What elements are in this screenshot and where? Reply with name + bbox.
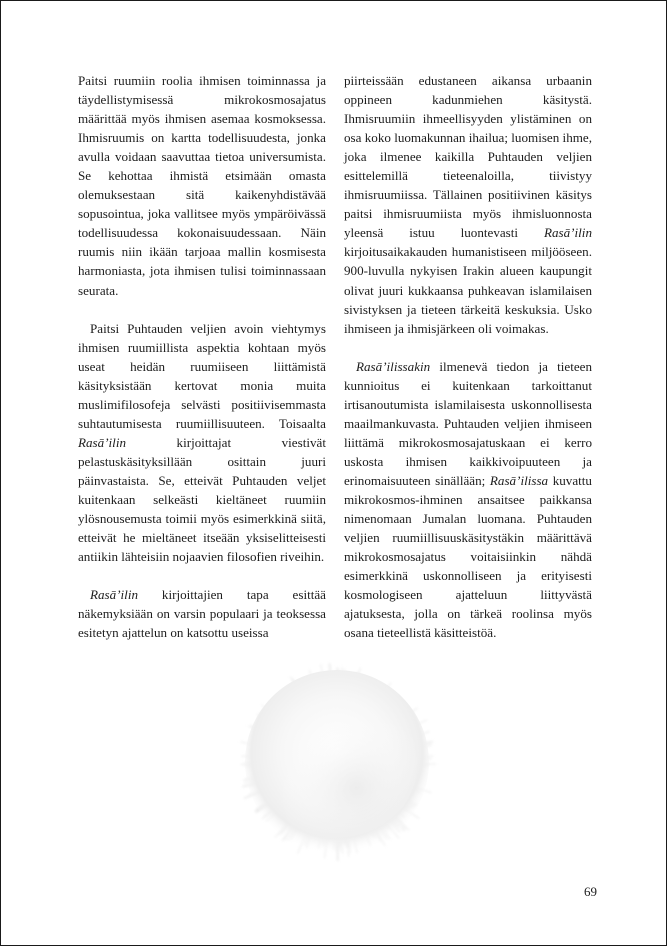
right-p1-tail: kirjoitusaikakauden humanistiseen miljööseen. 900-luvulla nykyisen Irakin alueen kaupungit olivat juuri kukkaansa puhkeavan islamilaisen sivistyksen ja tieteen tärkeitä keskuksia. Usko ihmiseen ja ihmisjärkeen oli voimakas. (344, 244, 592, 336)
right-p2-italic2: Rasā’ilissa (489, 472, 549, 488)
left-p3-tail: kirjoittajien tapa esittää näkemyksiään on varsin populaari ja teoksessa esitetyn ajattelun on katsottu useissa (78, 587, 326, 641)
right-paragraph-1 (344, 71, 592, 338)
left-paragraph-1 (78, 71, 326, 300)
page-number: 69 (584, 884, 597, 899)
right-p2-mid: ilmenevä tiedon ja tieteen kunnioitus ei kuitenkaan tarkoittanut irtisanoutumista islamilaisesta uskonnollisesta maailmankuvasta. Puhtauden veljien ihmiseen liittämä mikrokosmosajatuskaan ei kerro uskosta ihmisen kaikkivoipuuteen ja erinomaisuuteen sinällään; (344, 358, 592, 488)
right-p1-lead: piirteissään edustaneen aikansa urbaanin oppineen kadunmiehen käsitystä. Ihmisruumiin ihmeellisyyden ylistäminen on osa koko luomakunnan ihailua; luomisen ihme, joka ilmenee kaikilla Puhtauden veljien esittelemillä tieteenaloilla, tiivistyy ihmisruumiissa. Tällainen positiivinen käsitys paitsi ihmisruumiista myös ihmisluonnosta yleensä istuu luontevasti (344, 73, 593, 241)
right-p2-tail: kuvattu mikrokosmos-ihminen ansaitsee paikkansa nimenomaan Jumalan luomana. Puhtauden veljien ruumiillisuuskäsitystäkin määrittävä mikrokosmosajatus voitaisiinkin nähdä esimerkkinä uskonnolliseen ja erityisesti kosmologiseen ajatteluun liittyvästä ajatuksesta, jolla on tärkeä roolinsa myös osana tieteellistä käsitteistöä. (344, 472, 592, 641)
left-p2-tail: kirjoittajat viestivät pelastuskäsityksillään osittain juuri päinvastaista. Se, etteivät Puhtauden veljet kuitenkaan selkeästi kieltäneet ruumiin ylösnousemusta toimii myös esimerkkinä siitä, etteivät he mieltäneet itseään yksiselitteisesti antiikin lähteisiin nojaavien filosofien riveihin. (78, 434, 326, 565)
right-column (344, 71, 592, 661)
left-paragraph-3 (78, 585, 326, 642)
left-p2-italic: Rasā’ilin (78, 434, 127, 450)
right-paragraph-2 (344, 357, 592, 643)
right-p1-italic: Rasā’ilin (543, 225, 592, 241)
left-paragraph-2 (78, 319, 326, 567)
seedhead-shading (257, 682, 417, 842)
left-p2-lead: Paitsi Puhtauden veljien avoin viehtymys ihmisen ruumiillista aspektia kohtaan myös useat heidän ruumiiseen liittämistä käsityksistään kertovat monia muita muslimifilosofeja selvästi positiivisemmasta suhtautumisesta ruumiillisuuteen. Toisaalta (78, 320, 326, 431)
left-p1-text: Paitsi ruumiin roolia ihmisen toiminnassa ja täydellistymisessä mikrokosmosajatus määrittää myös ihmisen asemaa kosmoksessa. Ihmisruumis on kartta todellisuudesta, jonka avulla voidaan saavuttaa tietoa universumista. Se kehottaa ihmistä etsimään omasta olemuksestaan sitä kaikenyhdistävää sopusointua, joka vallitsee myös ympäröivässä todellisuudessa kokonaisuudessaan. Näin ruumis niin ikään tarjoaa mallin kosmisesta harmoniasta, jota ihmisen tulisi toiminnassaan seurata. (78, 73, 326, 298)
left-p3-italic: Rasā’ilin (90, 587, 139, 603)
dandelion-seedhead-image (234, 659, 440, 865)
right-p2-italic: Rasā’ilissakin (356, 358, 431, 374)
left-column (78, 71, 326, 661)
